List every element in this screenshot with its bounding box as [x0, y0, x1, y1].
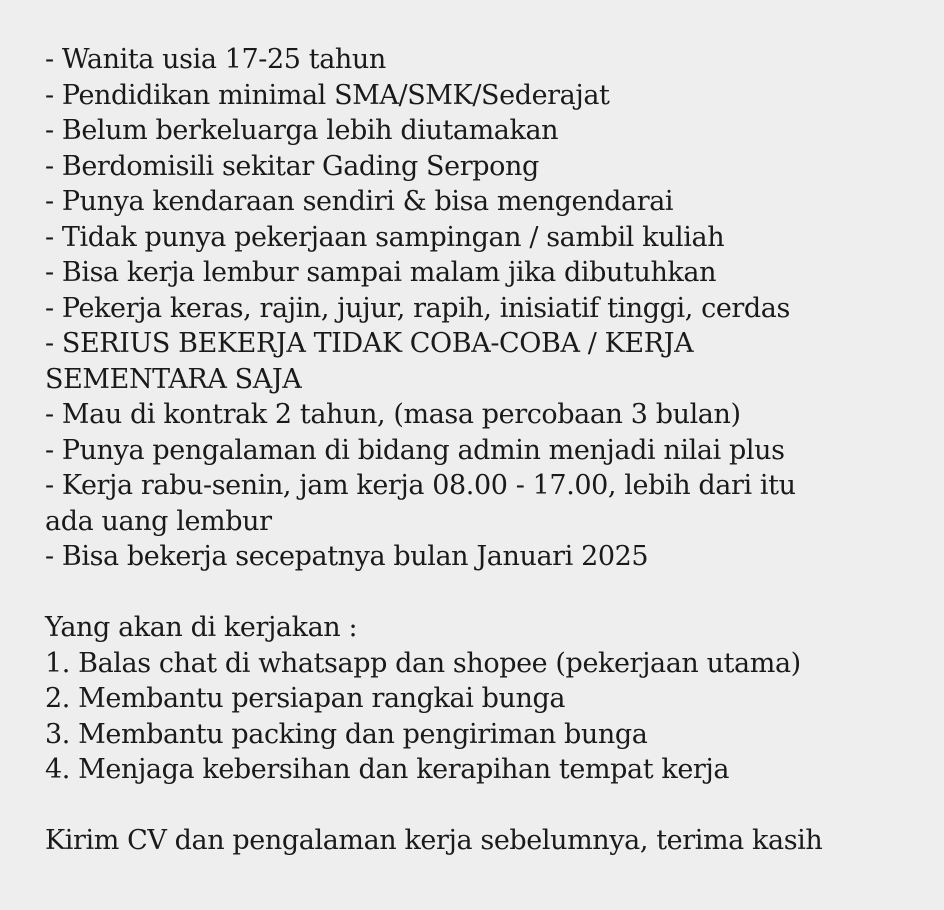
requirement-line: SEMENTARA SAJA: [45, 363, 302, 395]
task-item: 2. Membantu persiapan rangkai bunga: [45, 683, 566, 714]
task-item: 3. Membantu packing dan pengiriman bunga: [45, 718, 648, 750]
requirement-line: - Bisa kerja lembur sampai malam jika dibutuhkan: [45, 257, 717, 288]
requirement-line: - Pekerja keras, rajin, jujur, rapih, inisiatif tinggi, cerdas: [45, 292, 790, 324]
requirement-line: - Punya pengalaman di bidang admin menjadi nilai plus: [45, 434, 785, 466]
tasks-heading: Yang akan di kerjakan :: [45, 612, 358, 643]
requirement-line: - Pendidikan minimal SMA/SMK/Sederajat: [45, 79, 610, 111]
requirements-list: [45, 42, 914, 575]
task-item: 1. Balas chat di whatsapp dan shopee (pekerjaan utama): [45, 647, 801, 679]
spacer: [45, 575, 914, 611]
requirement-line: - Belum berkeluarga lebih diutamakan: [45, 115, 559, 146]
spacer: [45, 788, 914, 824]
requirement-line: ada uang lembur: [45, 505, 272, 537]
closing-note: Kirim CV dan pengalaman kerja sebelumnya, terima kasih: [45, 825, 823, 856]
task-item: 4. Menjaga kebersihan dan kerapihan tempat kerja: [45, 754, 730, 785]
requirement-line: - Berdomisili sekitar Gading Serpong: [45, 150, 539, 182]
requirement-line: - Wanita usia 17-25 tahun: [45, 44, 386, 75]
requirement-line: - Tidak punya pekerjaan sampingan / sambil kuliah: [45, 221, 725, 253]
requirement-line: - Kerja rabu-senin, jam kerja 08.00 - 17.00, lebih dari itu: [45, 470, 796, 501]
requirement-line: - SERIUS BEKERJA TIDAK COBA-COBA / KERJA: [45, 328, 694, 359]
requirement-line: - Bisa bekerja secepatnya bulan Januari 2025: [45, 541, 649, 572]
requirement-line: - Punya kendaraan sendiri & bisa mengendarai: [45, 186, 674, 217]
requirement-line: - Mau di kontrak 2 tahun, (masa percobaan 3 bulan): [45, 399, 741, 430]
tasks-section: [45, 610, 914, 788]
